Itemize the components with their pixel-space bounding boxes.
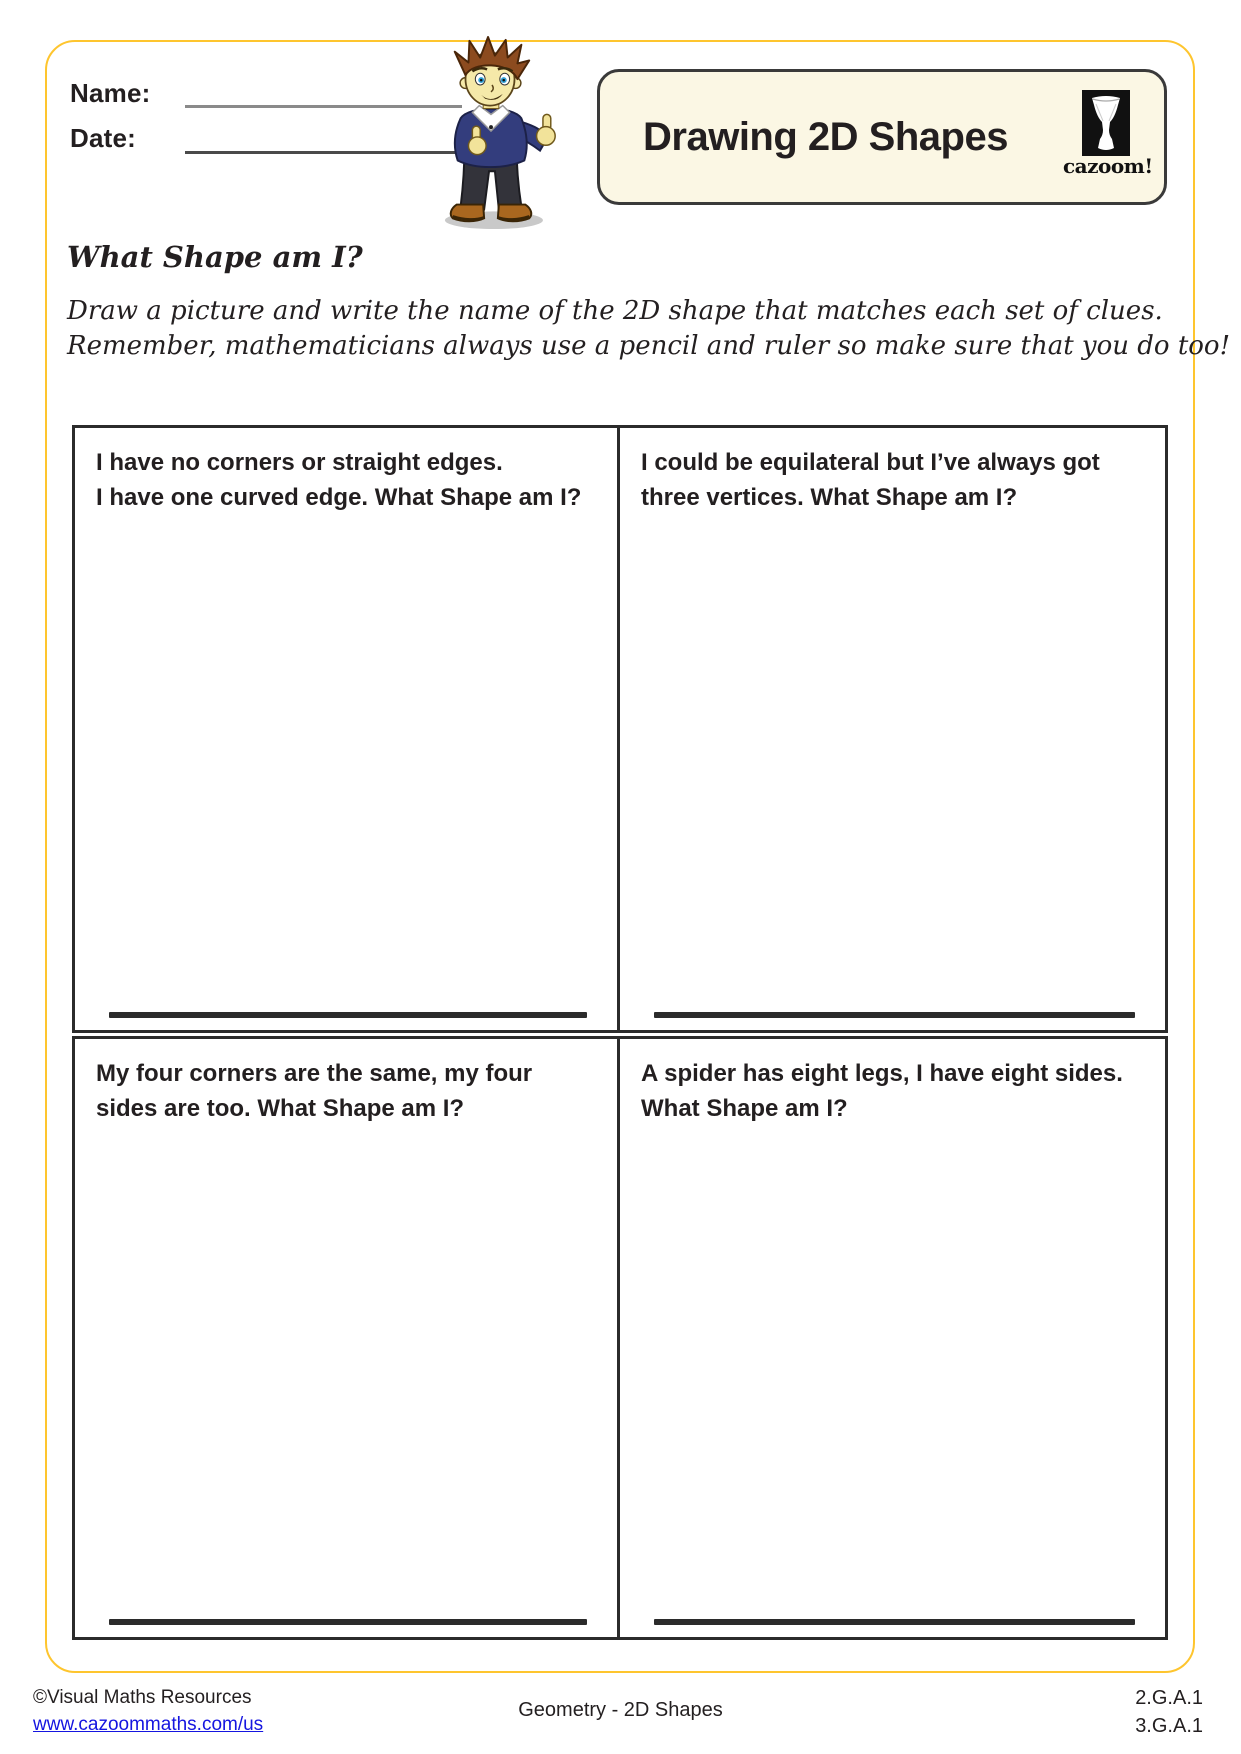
page-title: Drawing 2D Shapes [643, 115, 1008, 159]
date-label: Date: [70, 123, 137, 153]
answer-line-4 [654, 1619, 1135, 1625]
question-3-line-2: sides are too. What Shape am I? [96, 1095, 465, 1122]
question-cell-3 [75, 1039, 620, 1637]
question-4-line-1: A spider has eight legs, I have eight sides. [641, 1060, 1123, 1087]
grid-row-bottom [72, 1036, 1168, 1640]
instructions-line-2: Remember, mathematicians always use a pencil and ruler so make sure that you do too! [67, 331, 1231, 361]
question-2-line-2: three vertices. What Shape am I? [641, 484, 1018, 511]
standard-code-2: 3.G.A.1 [1135, 1715, 1203, 1737]
cartoon-boy-illustration [405, 36, 577, 232]
grid-row-top [72, 425, 1168, 1033]
copyright-text: ©Visual Maths Resources [33, 1687, 252, 1708]
answer-line-2 [654, 1012, 1135, 1018]
answer-line-3 [109, 1619, 587, 1625]
question-2-line-1: I could be equilateral but I’ve always got [641, 449, 1100, 476]
standard-code-1: 2.G.A.1 [1135, 1687, 1203, 1709]
question-cell-4 [620, 1039, 1165, 1637]
question-1-line-2: I have one curved edge. What Shape am I? [96, 484, 582, 511]
question-grid [72, 425, 1168, 1640]
answer-line-1 [109, 1012, 587, 1018]
footer-topic-label: Geometry - 2D Shapes [518, 1699, 723, 1721]
cazoom-logo [1063, 90, 1153, 178]
name-label: Name: [70, 78, 151, 108]
cazoom-logo-text: cazoom! [1063, 154, 1153, 178]
cazoommaths-link[interactable]: www.cazoommaths.com/us [33, 1714, 264, 1735]
question-3-line-1: My four corners are the same, my four [96, 1060, 533, 1087]
footer-standards-block [1135, 1684, 1203, 1740]
question-cell-1 [75, 428, 620, 1030]
instructions-line-1: Draw a picture and write the name of the 2D shape that matches each set of clues. [67, 296, 1163, 326]
question-cell-2 [620, 428, 1165, 1030]
title-banner [597, 69, 1167, 205]
question-4-line-2: What Shape am I? [641, 1095, 848, 1122]
question-1-line-1: I have no corners or straight edges. [96, 449, 503, 476]
section-heading: What Shape am I? [67, 240, 363, 274]
djembe-drum-icon [1082, 90, 1130, 156]
